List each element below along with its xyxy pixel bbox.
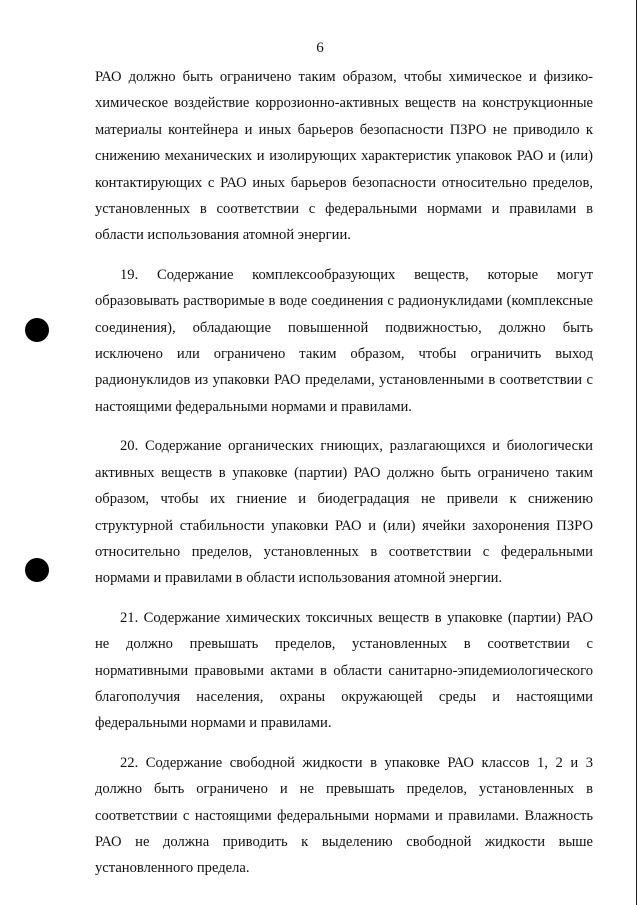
paragraph-19: 19. Содержание комплексообразующих веществ, которые могут образовывать растворимые в воде соединения с радионуклидами (комплексные соединения), обладающие повышенной подвижностью, должно быть исключено или ограничено таким образом, чтобы ограничить выход радионуклидов из упаковки РАО пределами, установленными в соответствии с настоящими федеральными нормами и правилами.: [95, 266, 593, 415]
scan-edge-line: [636, 0, 637, 905]
paragraph-22: 22. Содержание свободной жидкости в упаковке РАО классов 1, 2 и 3 должно быть ограничено и не превышать пределов, установленных в соответствии с настоящими федеральными нормами и правилами. Влажность РАО не должна приводить к выделению свободной жидкости выше установленного предела.: [95, 754, 593, 877]
punch-hole-top: [25, 318, 49, 342]
paragraph-continued: РАО должно быть ограничено таким образом, чтобы химическое и физико-химическое воздействие коррозионно-активных веществ на конструкционные материалы контейнера и иных барьеров безопасности ПЗРО не приводило к снижению механических и изолирующих характеристик упаковок РАО и (или) контактирующих с РАО иных барьеров безопасности относительно пределов, установленных в соответствии с федеральными нормами и правилами в области использования атомной энергии.: [95, 69, 593, 244]
document-body: [95, 64, 593, 882]
paragraph-20: 20. Содержание органических гниющих, разлагающихся и биологически активных веществ в упаковке (партии) РАО должно быть ограничено таким образом, чтобы их гниение и биодеградация не привели к снижению структурной стабильности упаковки РАО и (или) ячейки захоронения ПЗРО относительно пределов, установленных в соответствии с федеральными нормами и правилами в области использования атомной энергии.: [95, 438, 593, 587]
page-number: 6: [316, 40, 324, 56]
paragraph-21: 21. Содержание химических токсичных веществ в упаковке (партии) РАО не должно превышать пределов, установленных в соответствии с нормативными правовыми актами в области санитарно-эпидемиологического благополучия населения, охраны окружающей среды и настоящими федеральными нормами и правилами.: [95, 609, 593, 732]
punch-hole-bottom: [25, 558, 49, 582]
